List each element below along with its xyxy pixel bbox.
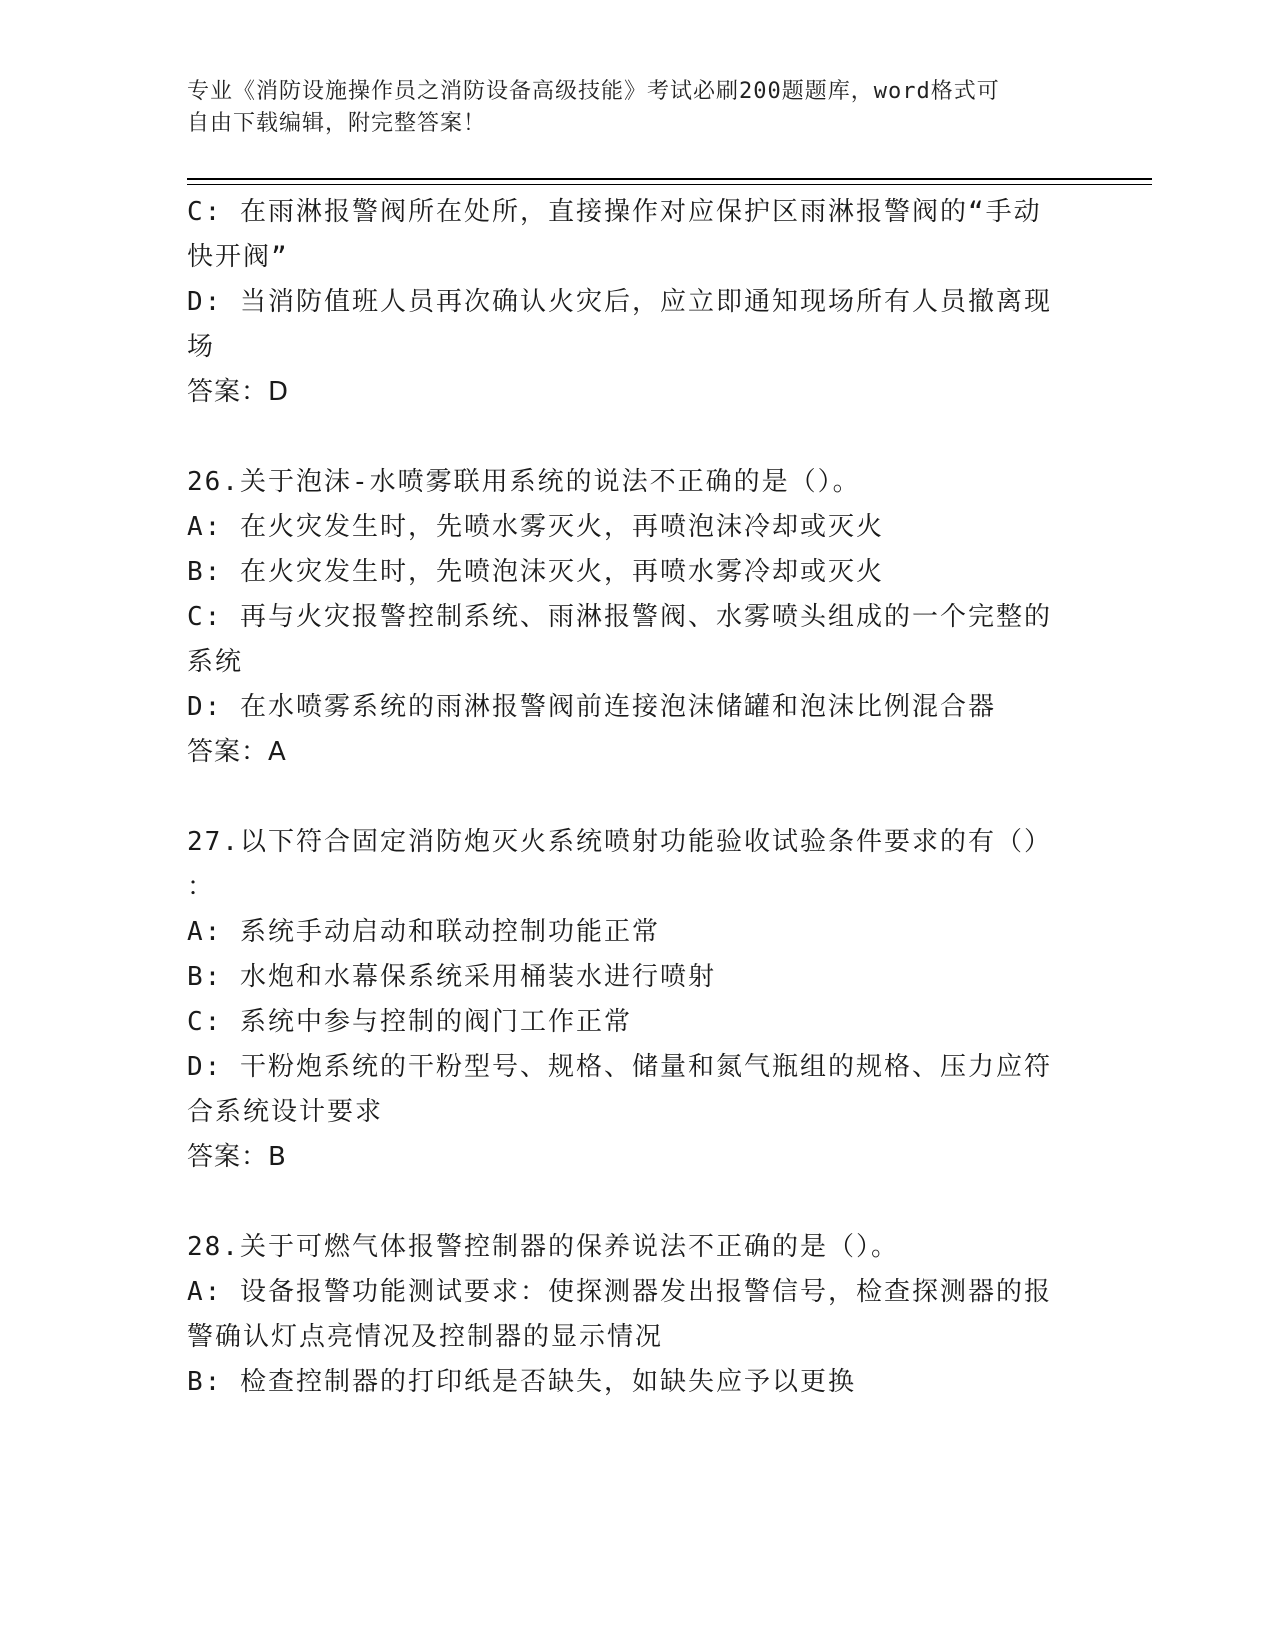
question-27 (187, 820, 1087, 1180)
q25-answer: 答案：D (187, 377, 290, 407)
q27-option-c: C: 系统中参与控制的阀门工作正常 (187, 1007, 632, 1037)
question-28 (187, 1225, 1087, 1405)
q26-question: 26.关于泡沫-水喷雾联用系统的说法不正确的是（）。 (187, 467, 861, 497)
q25-option-d-line-2: 场 (187, 332, 216, 362)
q26-option-c-line-2: 系统 (187, 647, 244, 677)
question-26 (187, 460, 1087, 775)
header-rule-thick (187, 178, 1152, 180)
q26-option-b: B: 在火灾发生时，先喷泡沫灭火，再喷水雾冷却或灭火 (187, 557, 884, 587)
q25-option-c-line-2: 快开阀” (187, 242, 289, 272)
q26-option-a: A: 在火灾发生时，先喷水雾灭火，再喷泡沫冷却或灭火 (187, 512, 884, 542)
q26-answer: 答案：A (187, 737, 287, 767)
q25-option-c-line-1: C: 在雨淋报警阀所在处所，直接操作对应保护区雨淋报警阀的“手动 (187, 197, 1042, 227)
q27-option-d-line-1: D: 干粉炮系统的干粉型号、规格、储量和氮气瓶组的规格、压力应符 (187, 1052, 1052, 1082)
question-content (187, 190, 1087, 1405)
document-header (187, 76, 1067, 140)
q27-option-d-line-2: 合系统设计要求 (187, 1097, 384, 1127)
spacer (187, 415, 1087, 460)
spacer (187, 1180, 1087, 1225)
q26-option-c-line-1: C: 再与火灾报警控制系统、雨淋报警阀、水雾喷头组成的一个完整的 (187, 602, 1052, 632)
header-rule-thin (187, 184, 1152, 185)
q27-question-line-2: ： (187, 872, 216, 902)
q28-option-b: B: 检查控制器的打印纸是否缺失，如缺失应予以更换 (187, 1367, 856, 1397)
q27-question-line-1: 27.以下符合固定消防炮灭火系统喷射功能验收试验条件要求的有（） (187, 827, 1052, 857)
header-line-2: 自由下载编辑，附完整答案！ (187, 111, 487, 136)
q27-option-b: B: 水炮和水幕保系统采用桶装水进行喷射 (187, 962, 716, 992)
q27-answer: 答案：B (187, 1142, 287, 1172)
q28-question: 28.关于可燃气体报警控制器的保养说法不正确的是（）。 (187, 1232, 899, 1262)
header-line-1: 专业《消防设施操作员之消防设备高级技能》考试必刷200题题库，word格式可 (187, 79, 1000, 104)
q26-option-d: D: 在水喷雾系统的雨淋报警阀前连接泡沫储罐和泡沫比例混合器 (187, 692, 996, 722)
q28-option-a-line-2: 警确认灯点亮情况及控制器的显示情况 (187, 1322, 664, 1352)
q28-option-a-line-1: A: 设备报警功能测试要求：使探测器发出报警信号，检查探测器的报 (187, 1277, 1052, 1307)
spacer (187, 775, 1087, 820)
question-25-continued (187, 190, 1087, 415)
q27-option-a: A: 系统手动启动和联动控制功能正常 (187, 917, 660, 947)
q25-option-d-line-1: D: 当消防值班人员再次确认火灾后，应立即通知现场所有人员撤离现 (187, 287, 1052, 317)
